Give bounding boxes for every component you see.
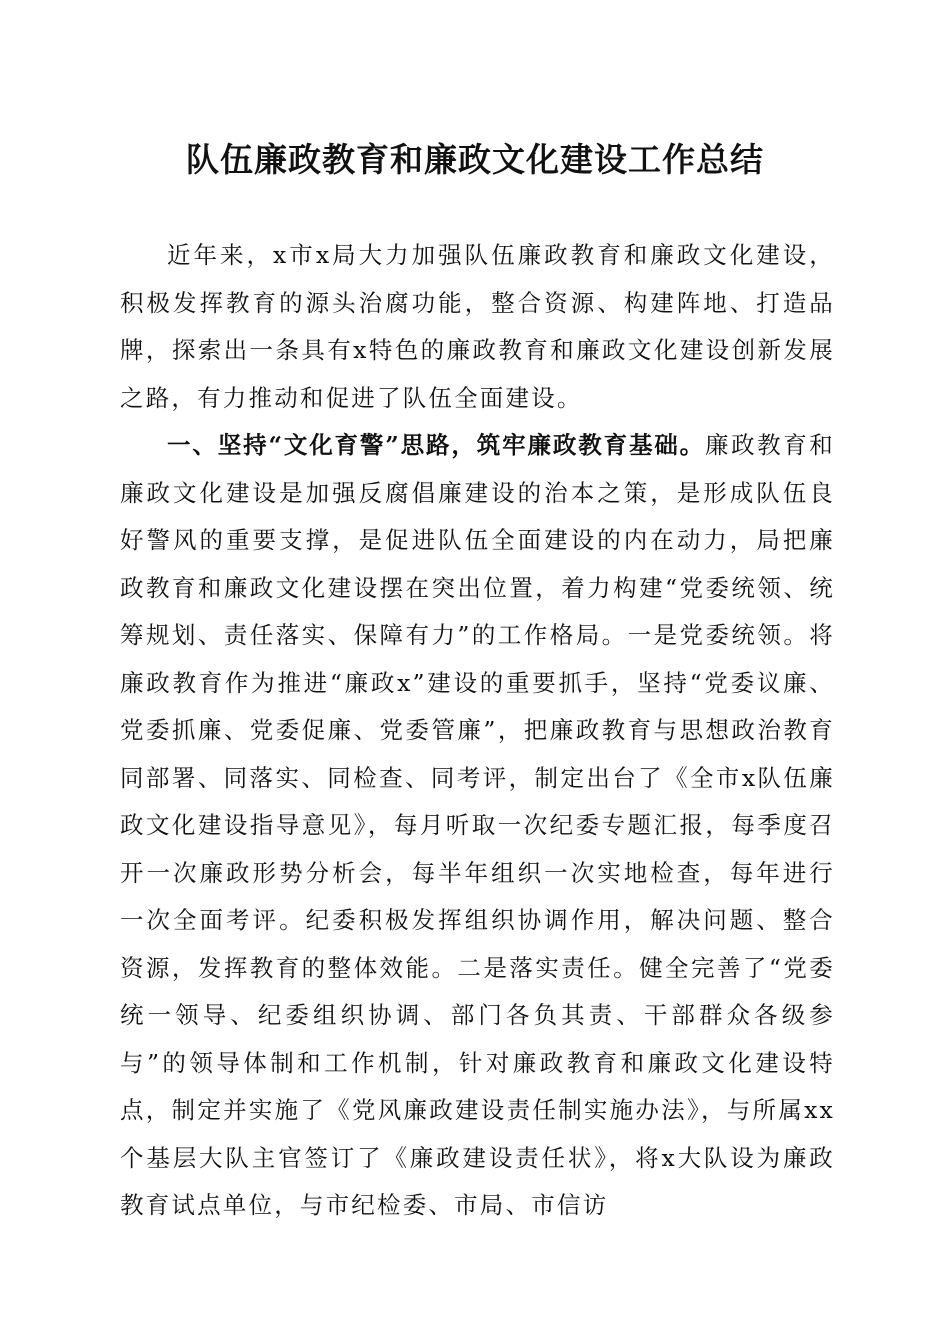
document-body: [120, 232, 835, 1230]
section-1-paragraph: [120, 422, 835, 1230]
intro-paragraph: 近年来，x市x局大力加强队伍廉政教育和廉政文化建设，积极发挥教育的源头治腐功能，整合资源、构建阵地、打造品牌，探索出一条具有x特色的廉政教育和廉政文化建设创新发展之路，有力推动和促进了队伍全面建设。: [120, 241, 835, 412]
section-1-body: 廉政教育和廉政文化建设是加强反腐倡廉建设的治本之策，是形成队伍良好警风的重要支撑，是促进队伍全面建设的内在动力，局把廉政教育和廉政文化建设摆在突出位置，着力构建“党委统领、统筹规划、责任落实、保障有力”的工作格局。一是党委统领。将廉政教育作为推进“廉政x”建设的重要抓手，坚持“党委议廉、党委抓廉、党委促廉、党委管廉”，把廉政教育与思想政治教育同部署、同落实、同检查、同考评，制定出台了《全市x队伍廉政文化建设指导意见》，每月听取一次纪委专题汇报，每季度召开一次廉政形势分析会，每半年组织一次实地检查，每年进行一次全面考评。纪委积极发挥组织协调作用，解决问题、整合资源，发挥教育的整体效能。二是落实责任。健全完善了“党委统一领导、纪委组织协调、部门各负其责、干部群众各级参与”的领导体制和工作机制，针对廉政教育和廉政文化建设特点，制定并实施了《党风廉政建设责任制实施办法》，与所属xx个基层大队主官签订了《廉政建设责任状》，将x大队设为廉政教育试点单位，与市纪检委、市局、市信访: [120, 431, 836, 1219]
section-1-heading: 一、坚持“文化育警”思路，筑牢廉政教育基础。: [167, 431, 706, 459]
document-title: 队伍廉政教育和廉政文化建设工作总结: [186, 140, 764, 179]
